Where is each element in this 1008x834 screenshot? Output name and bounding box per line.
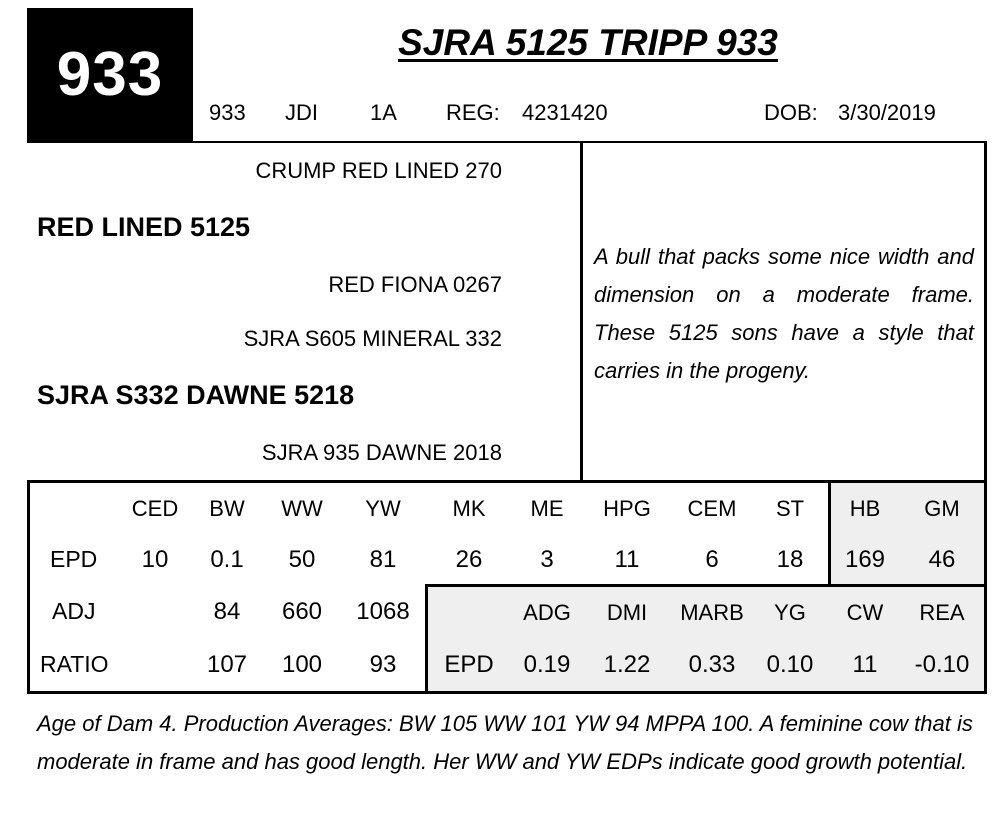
carcass-header-cw: CW	[846, 600, 884, 625]
epd-value-ced: 10	[141, 546, 169, 573]
epd-right-border	[984, 480, 987, 694]
epd-value-hb: 169	[844, 546, 886, 573]
epd-value-yw: 81	[369, 546, 397, 573]
carcass-value-dmi: 1.22	[603, 651, 651, 678]
adj-row-label: ADJ	[52, 598, 96, 624]
pedigree-divider	[580, 141, 583, 480]
dam-notes: Age of Dam 4. Production Averages: BW 105 WW 101 YW 94 MPPA 100. A feminine cow that is moderate in frame and has good length. Her WW and YW EDPs indicate good growth potential.	[37, 711, 973, 774]
epd-table	[27, 480, 987, 694]
ratio-value-ww: 100	[281, 651, 323, 678]
epd-top-border	[27, 480, 987, 483]
dam-dam: SJRA 935 DAWNE 2018	[261, 440, 502, 465]
carcass-top-border	[425, 584, 987, 587]
lot-number: 933	[27, 8, 193, 141]
ratio-row-label: RATIO	[40, 651, 109, 677]
adj-value-yw: 1068	[356, 598, 410, 625]
sire-sire: CRUMP RED LINED 270	[255, 158, 502, 183]
right-border	[984, 141, 987, 480]
breeder-code: JDI	[285, 100, 318, 125]
epd-header-cem: CEM	[687, 496, 737, 521]
animal-title: SJRA 5125 TRIPP 933	[398, 22, 778, 63]
sire-dam: RED FIONA 0267	[328, 272, 502, 297]
carcass-header-marb: MARB	[680, 600, 744, 625]
sire: RED LINED 5125	[37, 212, 251, 242]
epd-header-me: ME	[530, 496, 564, 521]
epd-value-hpg: 11	[614, 546, 640, 573]
epd-header-hpg: HPG	[603, 496, 651, 521]
epd-value-cem: 6	[705, 546, 719, 573]
carcass-header-adg: ADG	[523, 600, 571, 625]
epd-value-st: 18	[776, 546, 804, 573]
tag-number: 933	[209, 100, 246, 125]
epd-header-gm: GM	[924, 496, 960, 521]
epd-header-st: ST	[775, 496, 805, 521]
class-code: 1A	[370, 100, 397, 125]
epd-bottom-border	[27, 691, 987, 694]
carcass-header-rea: REA	[919, 600, 965, 625]
dob-label: DOB:	[764, 100, 818, 125]
carcass-value-marb: 0.33	[688, 651, 736, 678]
dob-value: 3/30/2019	[838, 100, 936, 125]
dam-sire: SJRA S605 MINERAL 332	[243, 326, 502, 351]
epd-header-ww: WW	[281, 496, 323, 521]
epd-header-ced: CED	[131, 496, 179, 521]
epd-value-gm: 46	[928, 546, 956, 573]
epd-header-mk: MK	[452, 496, 486, 521]
carcass-header-yg: YG	[774, 600, 806, 625]
bull-comment: A bull that packs some nice width and dimension on a moderate frame. These 5125 sons have a style that carries in the progeny.	[594, 244, 974, 383]
epd-value-mk: 26	[455, 546, 483, 573]
carcass-row-label: EPD	[444, 651, 494, 678]
carcass-left-border	[425, 584, 428, 694]
epd-row-label: EPD	[50, 546, 98, 572]
adj-value-ww: 660	[281, 598, 323, 625]
epd-header-bw: BW	[209, 496, 245, 521]
epd-header-yw: YW	[365, 496, 401, 521]
adj-value-bw: 84	[213, 598, 241, 625]
carcass-value-adg: 0.19	[523, 651, 571, 678]
epd-value-bw: 0.1	[210, 546, 244, 573]
carcass-value-yg: 0.10	[766, 651, 814, 678]
carcass-value-rea: -0.10	[914, 651, 970, 678]
ratio-value-yw: 93	[369, 651, 397, 678]
epd-value-me: 3	[540, 546, 554, 573]
epd-header-hb: HB	[849, 496, 881, 521]
dam: SJRA S332 DAWNE 5218	[37, 380, 355, 410]
carcass-value-cw: 11	[852, 651, 878, 678]
ratio-value-bw: 107	[206, 651, 248, 678]
epd-value-ww: 50	[288, 546, 316, 573]
reg-number: 4231420	[522, 100, 608, 125]
reg-label: REG:	[446, 100, 500, 125]
header-divider	[27, 141, 987, 143]
epd-left-border	[27, 480, 30, 694]
carcass-header-dmi: DMI	[606, 600, 648, 625]
